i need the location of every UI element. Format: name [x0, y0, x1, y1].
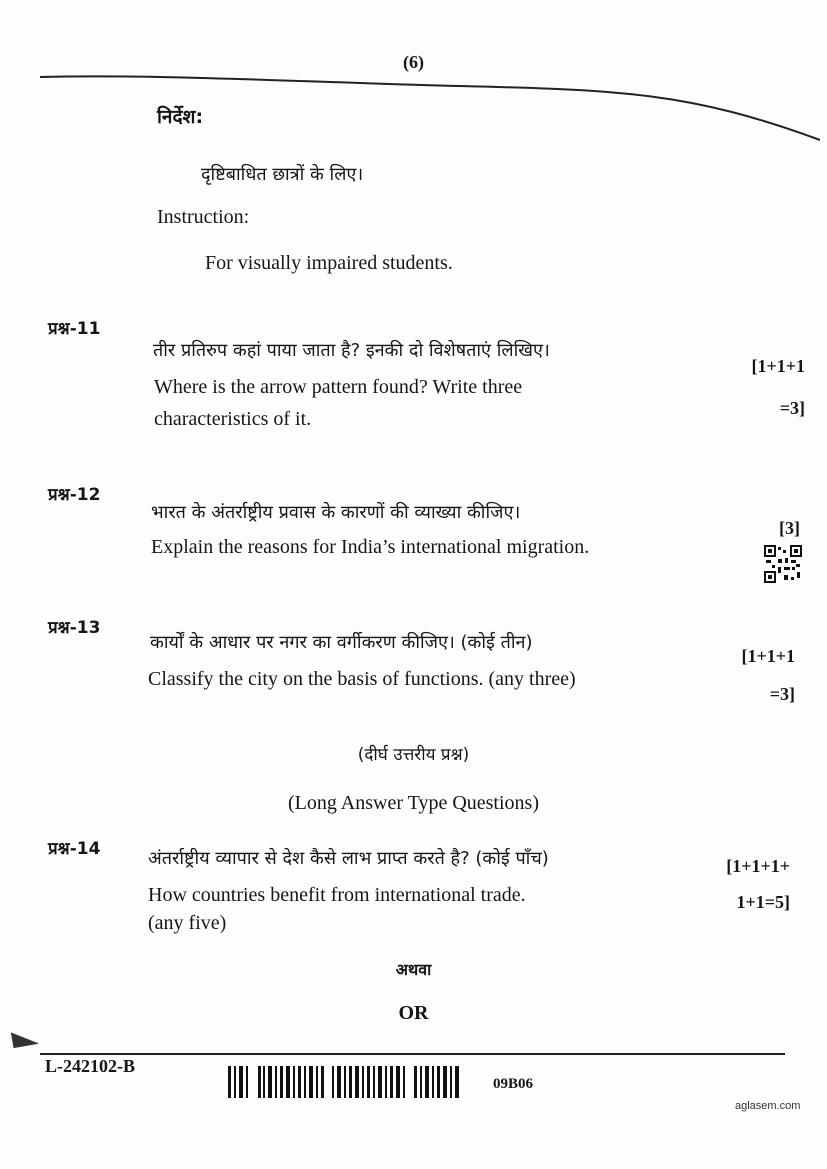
instruction-label-english: Instruction: [157, 206, 250, 228]
question-english: Explain the reasons for India’s international migration. [151, 536, 590, 558]
question-english: How countries benefit from international trade. [148, 884, 526, 906]
question-number: प्रश्न-12 [48, 485, 101, 505]
question-marks: [3] [779, 518, 800, 538]
section-heading-english: (Long Answer Type Questions) [288, 792, 539, 814]
watermark: aglasem.com [735, 1100, 801, 1112]
or-english: OR [398, 1002, 429, 1024]
question-number: प्रश्न-11 [48, 319, 101, 339]
qr-code-icon [764, 545, 802, 583]
paper-code: L-242102-B [45, 1056, 135, 1076]
question-hindi: अंतर्राष्ट्रीय व्यापार से देश कैसे लाभ प्राप्त करते है? (कोई पाँच) [148, 848, 549, 869]
instruction-label-hindi: निर्देश: [157, 106, 204, 128]
question-hindi: कार्यों के आधार पर नगर का वर्गीकरण कीजिए। (कोई तीन) [150, 632, 533, 653]
question-marks-cont: 1+1=5] [736, 892, 790, 912]
footer-divider [40, 1053, 785, 1055]
question-english-cont: characteristics of it. [154, 408, 312, 430]
instruction-text-hindi: दृष्टिबाधित छात्रों के लिए। [201, 164, 364, 185]
question-marks: [1+1+1+ [726, 856, 790, 876]
question-english-cont: (any five) [148, 912, 227, 934]
barcode-icon [228, 1066, 460, 1098]
section-heading-hindi: (दीर्घ उत्तरीय प्रश्न) [357, 745, 470, 765]
question-english: Classify the city on the basis of functions. (any three) [148, 668, 576, 690]
question-number: प्रश्न-14 [48, 839, 101, 859]
question-marks: [1+1+1 [751, 356, 805, 376]
instruction-text-english: For visually impaired students. [205, 252, 453, 274]
question-hindi: तीर प्रतिरुप कहां पाया जाता है? इनकी दो विशेषताएं लिखिए। [153, 340, 550, 361]
question-marks: [1+1+1 [741, 646, 795, 666]
or-hindi: अथवा [395, 960, 432, 979]
page-number: (6) [403, 52, 424, 72]
question-marks-cont: =3] [779, 398, 805, 418]
question-marks-cont: =3] [769, 684, 795, 704]
question-hindi: भारत के अंतर्राष्ट्रीय प्रवास के कारणों की व्याख्या कीजिए। [151, 502, 521, 523]
question-english: Where is the arrow pattern found? Write three [154, 376, 523, 398]
question-number: प्रश्न-13 [48, 618, 101, 638]
corner-registration-mark [11, 1028, 39, 1048]
series-code: 09B06 [493, 1076, 534, 1092]
